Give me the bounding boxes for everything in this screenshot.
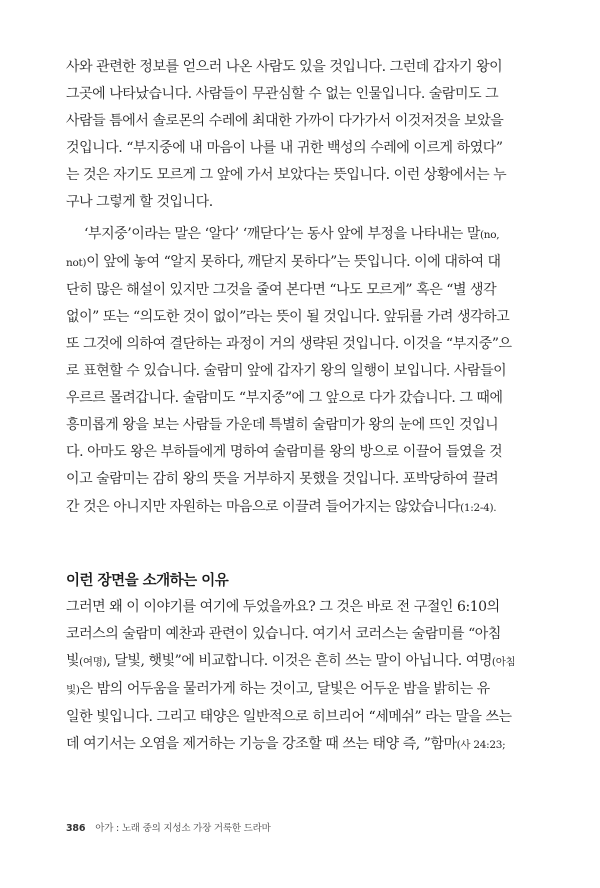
- text-line: 없이” 또는 “의도한 것이 없이”라는 뜻이 될 것입니다. 앞뒤를 가려 생각하고: [66, 308, 510, 325]
- text-line: 또 그것에 의하여 결단하는 과정이 거의 생략된 것입니다. 이것을 “부지중”으: [66, 335, 512, 352]
- annotation-text: (아침: [491, 656, 516, 669]
- text-line: 다. 아마도 왕은 부하들에게 명하여 술람미를 왕의 방으로 이끌어 들였을 것: [66, 444, 503, 461]
- page-footer: [66, 820, 271, 834]
- text-line: 그곳에 나타났습니다. 사람들이 무관심할 수 없는 인물입니다. 술람미도 그: [66, 86, 499, 103]
- text-line: 일한 빛입니다. 그리고 태양은 일반적으로 히브리어 “세메쉬” 라는 말을 쓰는: [66, 709, 512, 726]
- text-line: 단히 많은 해설이 있지만 그것을 줄여 본다면 “나도 모르게” 혹은 “별 생각: [66, 281, 497, 298]
- text-line: 코러스의 술람미 예찬과 관련이 있습니다. 여기서 코러스는 술람미를 “아침: [66, 626, 501, 643]
- text-run: ‘부지중’이라는 말은 ‘알다’ ‘깨닫다’는 동사 앞에 부정을 나타내는 말: [84, 225, 480, 242]
- page-body: [66, 54, 536, 522]
- annotation-text: (여명): [79, 656, 107, 669]
- text-run: 간 것은 아니지만 자원하는 마음으로 이끌려 들어가지는 않았습니다: [66, 498, 461, 515]
- scripture-reference: (사 24:23;: [456, 739, 506, 752]
- text-line: [66, 249, 536, 277]
- text-line: [66, 676, 536, 704]
- text-line: 는 것은 자기도 모르게 그 앞에 가서 보았다는 뜻입니다. 이런 상황에서는 누: [66, 167, 507, 184]
- text-run: 데 여기서는 오염을 제거하는 기능을 강조할 때 쓰는 태양 즉, ”함마: [66, 736, 457, 753]
- section-heading: 이런 장면을 소개하는 이유: [66, 573, 229, 589]
- text-line: 그러면 왜 이 이야기를 여기에 두었을까요? 그 것은 바로 전 구절인 6:10의: [66, 599, 500, 615]
- text-line: 것입니다. “부지중에 내 마음이 나를 내 귀한 백성의 수레에 이르게 하였다”: [66, 140, 503, 157]
- text-run: , 달빛, 햇빛”에 비교합니다. 이것은 흔히 쓰는 말이 아닙니다. 여명: [106, 653, 492, 670]
- text-line: 흥미롭게 왕을 보는 사람들 가운데 특별히 술람미가 왕의 눈에 뜨인 것입니: [66, 417, 499, 434]
- text-line: 로 표현할 수 있습니다. 술람미 앞에 갑자기 왕의 일행이 보입니다. 사람들이: [66, 363, 507, 380]
- running-title: 아가 : 노래 중의 지성소 가장 거룩한 드라마: [95, 823, 271, 834]
- paragraph-1: [66, 54, 536, 217]
- annotation-text: 빛): [66, 684, 80, 697]
- text-line: 사와 관련한 정보를 얻으러 나온 사람도 있을 것입니다. 그런데 갑자기 왕이: [66, 59, 503, 75]
- text-line: 우르르 몰려갑니다. 술람미도 “부지중”에 그 앞으로 다가 갔습니다. 그 때에: [66, 390, 503, 407]
- text-line: [66, 494, 536, 522]
- text-line: 사람들 틈에서 솔로몬의 수레에 최대한 가까이 다가가서 이것저것을 보았을: [66, 113, 504, 130]
- text-line: 이고 술람미는 감히 왕의 뜻을 거부하지 못했을 것입니다. 포박당하여 끌려: [66, 471, 499, 488]
- annotation-text: not): [66, 256, 87, 269]
- text-run: 빛: [66, 653, 80, 670]
- text-line: [66, 221, 536, 249]
- text-run: 은 밤의 어두움을 물러가게 하는 것이고, 달빛은 어두운 밤을 밝히는 유: [79, 681, 490, 698]
- text-line: [66, 648, 536, 676]
- paragraph-3: [66, 594, 536, 760]
- text-line: [66, 731, 536, 759]
- scripture-reference: (1:2-4).: [460, 501, 497, 514]
- text-line: 구나 그렇게 할 것입니다.: [66, 194, 213, 211]
- annotation-text: (no,: [479, 228, 500, 241]
- paragraph-2: [66, 221, 536, 522]
- page-number: 386: [66, 823, 86, 834]
- text-run: 이 앞에 놓여 “알지 못하다, 깨닫지 못하다”는 뜻입니다. 이에 대하여 대: [86, 253, 501, 270]
